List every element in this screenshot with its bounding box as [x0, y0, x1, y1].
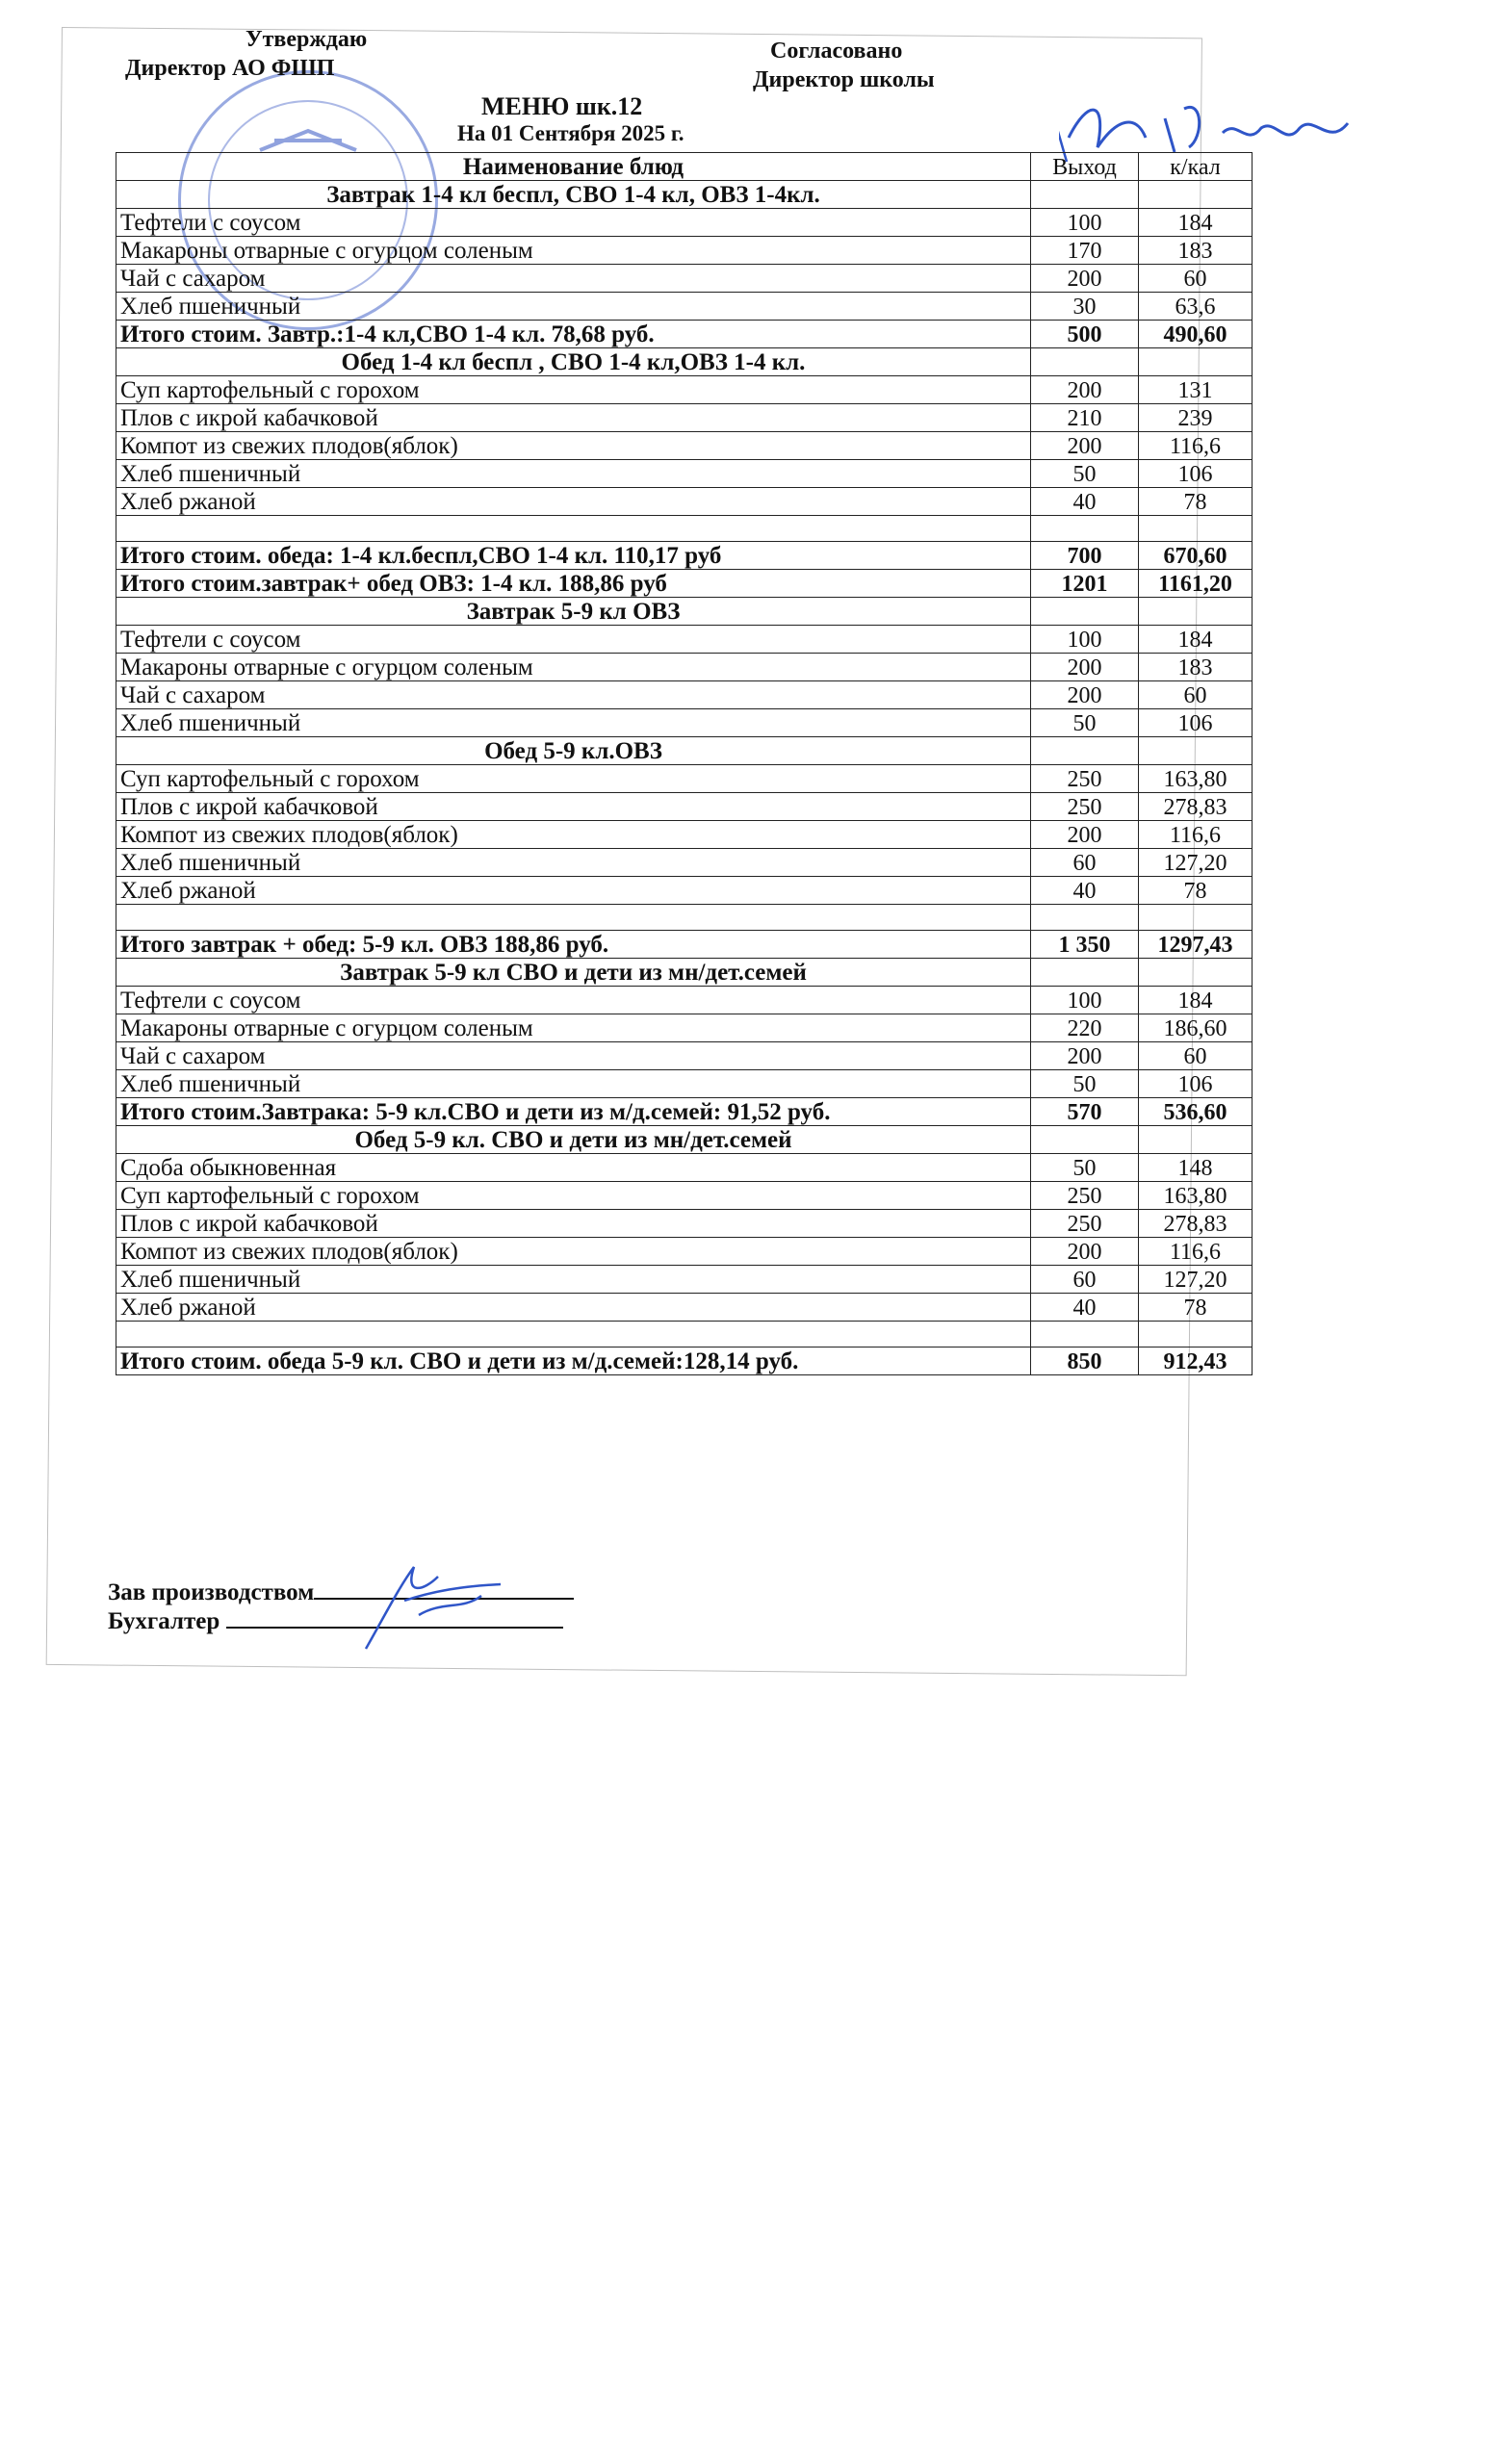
- table-row: [116, 1210, 1253, 1238]
- portion-cell: 250: [1031, 765, 1139, 793]
- portion-cell: 210: [1031, 404, 1139, 432]
- dish-name-cell: Чай с сахаром: [116, 681, 1031, 709]
- dish-name-cell: Тефтели с соусом: [116, 626, 1031, 654]
- table-header-row: [116, 153, 1253, 181]
- table-row: [116, 209, 1253, 237]
- blank-row: [116, 516, 1253, 542]
- portion-cell: 50: [1031, 709, 1139, 737]
- table-row: [116, 460, 1253, 488]
- dish-name-cell: Итого стоим.Завтрака: 5-9 кл.СВО и дети из м/д.семей: 91,52 руб.: [116, 1098, 1031, 1126]
- section-header-row: [116, 181, 1253, 209]
- column-header-name: Наименование блюд: [116, 153, 1031, 181]
- kcal-cell: 116,6: [1139, 1238, 1253, 1266]
- kcal-cell: 536,60: [1139, 1098, 1253, 1126]
- kcal-cell: 116,6: [1139, 432, 1253, 460]
- table-row: [116, 877, 1253, 905]
- dish-name-cell: [116, 516, 1031, 542]
- portion-cell: 170: [1031, 237, 1139, 265]
- kcal-cell: 184: [1139, 987, 1253, 1014]
- kcal-cell: 78: [1139, 488, 1253, 516]
- dish-name-cell: Сдоба обыкновенная: [116, 1154, 1031, 1182]
- table-row: [116, 293, 1253, 321]
- table-row: [116, 765, 1253, 793]
- dish-name-cell: Хлеб пшеничный: [116, 709, 1031, 737]
- portion-cell: [1031, 1322, 1139, 1348]
- portion-cell: 60: [1031, 1266, 1139, 1294]
- portion-cell: [1031, 516, 1139, 542]
- table-row: [116, 987, 1253, 1014]
- kcal-cell: [1139, 905, 1253, 931]
- portion-cell: 200: [1031, 432, 1139, 460]
- dish-name-cell: Плов с икрой кабачковой: [116, 1210, 1031, 1238]
- menu-title: МЕНЮ шк.12: [481, 92, 643, 120]
- total-row: [116, 321, 1253, 348]
- section-header-row: [116, 598, 1253, 626]
- dish-name-cell: Завтрак 5-9 кл СВО и дети из мн/дет.семей: [116, 959, 1031, 987]
- approve-position: Директор АО ФШП: [125, 56, 335, 81]
- kcal-cell: 1297,43: [1139, 931, 1253, 959]
- kcal-cell: 131: [1139, 376, 1253, 404]
- kcal-cell: 278,83: [1139, 793, 1253, 821]
- menu-date: На 01 Сентября 2025 г.: [457, 121, 684, 145]
- dish-name-cell: Компот из свежих плодов(яблок): [116, 1238, 1031, 1266]
- kcal-cell: 186,60: [1139, 1014, 1253, 1042]
- kcal-cell: 239: [1139, 404, 1253, 432]
- portion-cell: 250: [1031, 793, 1139, 821]
- kcal-cell: 106: [1139, 709, 1253, 737]
- table-row: [116, 488, 1253, 516]
- kcal-cell: 183: [1139, 237, 1253, 265]
- dish-name-cell: Чай с сахаром: [116, 1042, 1031, 1070]
- total-row: [116, 542, 1253, 570]
- dish-name-cell: Итого стоим.завтрак+ обед ОВЗ: 1-4 кл. 188,86 руб: [116, 570, 1031, 598]
- table-row: [116, 1238, 1253, 1266]
- portion-cell: [1031, 905, 1139, 931]
- portion-cell: [1031, 181, 1139, 209]
- portion-cell: 200: [1031, 681, 1139, 709]
- kcal-cell: 490,60: [1139, 321, 1253, 348]
- production-manager-label: Зав производством: [108, 1579, 315, 1605]
- total-row: [116, 1348, 1253, 1375]
- kcal-cell: 183: [1139, 654, 1253, 681]
- table-row: [116, 626, 1253, 654]
- portion-cell: 200: [1031, 265, 1139, 293]
- table-row: [116, 1294, 1253, 1322]
- table-row: [116, 654, 1253, 681]
- kcal-cell: 63,6: [1139, 293, 1253, 321]
- agree-position: Директор школы: [753, 67, 935, 92]
- portion-cell: [1031, 1126, 1139, 1154]
- portion-cell: 50: [1031, 1070, 1139, 1098]
- portion-cell: 100: [1031, 987, 1139, 1014]
- section-header-row: [116, 959, 1253, 987]
- kcal-cell: 184: [1139, 209, 1253, 237]
- dish-name-cell: Обед 1-4 кл беспл , СВО 1-4 кл,ОВЗ 1-4 кл.: [116, 348, 1031, 376]
- menu-table-body: [116, 153, 1253, 1375]
- kcal-cell: [1139, 181, 1253, 209]
- kcal-cell: 163,80: [1139, 765, 1253, 793]
- portion-cell: 200: [1031, 821, 1139, 849]
- dish-name-cell: Хлеб пшеничный: [116, 1266, 1031, 1294]
- table-row: [116, 432, 1253, 460]
- section-header-row: [116, 1126, 1253, 1154]
- table-row: [116, 1070, 1253, 1098]
- kcal-cell: [1139, 516, 1253, 542]
- table-row: [116, 237, 1253, 265]
- table-row: [116, 1154, 1253, 1182]
- portion-cell: [1031, 598, 1139, 626]
- portion-cell: 50: [1031, 460, 1139, 488]
- dish-name-cell: Хлеб пшеничный: [116, 849, 1031, 877]
- portion-cell: [1031, 348, 1139, 376]
- blank-row: [116, 1322, 1253, 1348]
- table-row: [116, 793, 1253, 821]
- portion-cell: [1031, 737, 1139, 765]
- kcal-cell: 1161,20: [1139, 570, 1253, 598]
- dish-name-cell: Суп картофельный с горохом: [116, 765, 1031, 793]
- dish-name-cell: Завтрак 1-4 кл беспл, СВО 1-4 кл, ОВЗ 1-4кл.: [116, 181, 1031, 209]
- dish-name-cell: Макароны отварные с огурцом соленым: [116, 1014, 1031, 1042]
- dish-name-cell: Хлеб пшеничный: [116, 460, 1031, 488]
- kcal-cell: 148: [1139, 1154, 1253, 1182]
- dish-name-cell: Завтрак 5-9 кл ОВЗ: [116, 598, 1031, 626]
- table-row: [116, 1182, 1253, 1210]
- kcal-cell: 163,80: [1139, 1182, 1253, 1210]
- dish-name-cell: Хлеб пшеничный: [116, 293, 1031, 321]
- portion-cell: 250: [1031, 1210, 1139, 1238]
- kcal-cell: 670,60: [1139, 542, 1253, 570]
- section-header-row: [116, 737, 1253, 765]
- dish-name-cell: Тефтели с соусом: [116, 987, 1031, 1014]
- portion-cell: 40: [1031, 1294, 1139, 1322]
- dish-name-cell: Хлеб ржаной: [116, 877, 1031, 905]
- dish-name-cell: Обед 5-9 кл.ОВЗ: [116, 737, 1031, 765]
- kcal-cell: 60: [1139, 265, 1253, 293]
- accountant-label: Бухгалтер: [108, 1608, 220, 1634]
- column-header-out: Выход: [1031, 153, 1139, 181]
- table-row: [116, 849, 1253, 877]
- portion-cell: 850: [1031, 1348, 1139, 1375]
- portion-cell: 570: [1031, 1098, 1139, 1126]
- portion-cell: 220: [1031, 1014, 1139, 1042]
- kcal-cell: 60: [1139, 1042, 1253, 1070]
- table-row: [116, 404, 1253, 432]
- kcal-cell: 106: [1139, 460, 1253, 488]
- portion-cell: 40: [1031, 488, 1139, 516]
- portion-cell: 200: [1031, 376, 1139, 404]
- dish-name-cell: Обед 5-9 кл. СВО и дети из мн/дет.семей: [116, 1126, 1031, 1154]
- portion-cell: 60: [1031, 849, 1139, 877]
- document-body: [96, 27, 1271, 1663]
- kcal-cell: [1139, 737, 1253, 765]
- dish-name-cell: [116, 905, 1031, 931]
- dish-name-cell: Компот из свежих плодов(яблок): [116, 821, 1031, 849]
- total-row: [116, 931, 1253, 959]
- dish-name-cell: Суп картофельный с горохом: [116, 376, 1031, 404]
- dish-name-cell: Итого завтрак + обед: 5-9 кл. ОВЗ 188,86 руб.: [116, 931, 1031, 959]
- portion-cell: 30: [1031, 293, 1139, 321]
- kcal-cell: [1139, 1126, 1253, 1154]
- dish-name-cell: Тефтели с соусом: [116, 209, 1031, 237]
- dish-name-cell: Плов с икрой кабачковой: [116, 404, 1031, 432]
- kcal-cell: [1139, 348, 1253, 376]
- table-row: [116, 1266, 1253, 1294]
- production-signature: [347, 1557, 520, 1654]
- portion-cell: 100: [1031, 626, 1139, 654]
- portion-cell: 1201: [1031, 570, 1139, 598]
- dish-name-cell: Чай с сахаром: [116, 265, 1031, 293]
- column-header-kcal: к/кал: [1139, 153, 1253, 181]
- kcal-cell: 78: [1139, 1294, 1253, 1322]
- kcal-cell: 184: [1139, 626, 1253, 654]
- dish-name-cell: Плов с икрой кабачковой: [116, 793, 1031, 821]
- kcal-cell: 60: [1139, 681, 1253, 709]
- total-row: [116, 570, 1253, 598]
- portion-cell: 250: [1031, 1182, 1139, 1210]
- dish-name-cell: Итого стоим. обеда: 1-4 кл.беспл,СВО 1-4 кл. 110,17 руб: [116, 542, 1031, 570]
- kcal-cell: 278,83: [1139, 1210, 1253, 1238]
- kcal-cell: [1139, 959, 1253, 987]
- portion-cell: 40: [1031, 877, 1139, 905]
- kcal-cell: [1139, 598, 1253, 626]
- kcal-cell: 912,43: [1139, 1348, 1253, 1375]
- dish-name-cell: Хлеб ржаной: [116, 488, 1031, 516]
- portion-cell: [1031, 959, 1139, 987]
- table-row: [116, 1014, 1253, 1042]
- table-row: [116, 265, 1253, 293]
- dish-name-cell: Итого стоим. обеда 5-9 кл. СВО и дети из м/д.семей:128,14 руб.: [116, 1348, 1031, 1375]
- kcal-cell: 116,6: [1139, 821, 1253, 849]
- table-row: [116, 681, 1253, 709]
- portion-cell: 100: [1031, 209, 1139, 237]
- table-row: [116, 1042, 1253, 1070]
- portion-cell: 1 350: [1031, 931, 1139, 959]
- portion-cell: 700: [1031, 542, 1139, 570]
- dish-name-cell: Итого стоим. Завтр.:1-4 кл,СВО 1-4 кл. 78,68 руб.: [116, 321, 1031, 348]
- dish-name-cell: Хлеб ржаной: [116, 1294, 1031, 1322]
- dish-name-cell: Макароны отварные с огурцом соленым: [116, 654, 1031, 681]
- table-row: [116, 821, 1253, 849]
- kcal-cell: 127,20: [1139, 849, 1253, 877]
- table-row: [116, 709, 1253, 737]
- portion-cell: 200: [1031, 654, 1139, 681]
- total-row: [116, 1098, 1253, 1126]
- dish-name-cell: [116, 1322, 1031, 1348]
- kcal-cell: 127,20: [1139, 1266, 1253, 1294]
- table-row: [116, 376, 1253, 404]
- portion-cell: 500: [1031, 321, 1139, 348]
- kcal-cell: 106: [1139, 1070, 1253, 1098]
- dish-name-cell: Суп картофельный с горохом: [116, 1182, 1031, 1210]
- dish-name-cell: Хлеб пшеничный: [116, 1070, 1031, 1098]
- dish-name-cell: Компот из свежих плодов(яблок): [116, 432, 1031, 460]
- agree-title: Согласовано: [770, 38, 903, 64]
- approve-title: Утверждаю: [245, 27, 368, 52]
- menu-table: [116, 152, 1253, 1375]
- kcal-cell: [1139, 1322, 1253, 1348]
- portion-cell: 200: [1031, 1238, 1139, 1266]
- dish-name-cell: Макароны отварные с огурцом соленым: [116, 237, 1031, 265]
- kcal-cell: 78: [1139, 877, 1253, 905]
- portion-cell: 50: [1031, 1154, 1139, 1182]
- section-header-row: [116, 348, 1253, 376]
- portion-cell: 200: [1031, 1042, 1139, 1070]
- blank-row: [116, 905, 1253, 931]
